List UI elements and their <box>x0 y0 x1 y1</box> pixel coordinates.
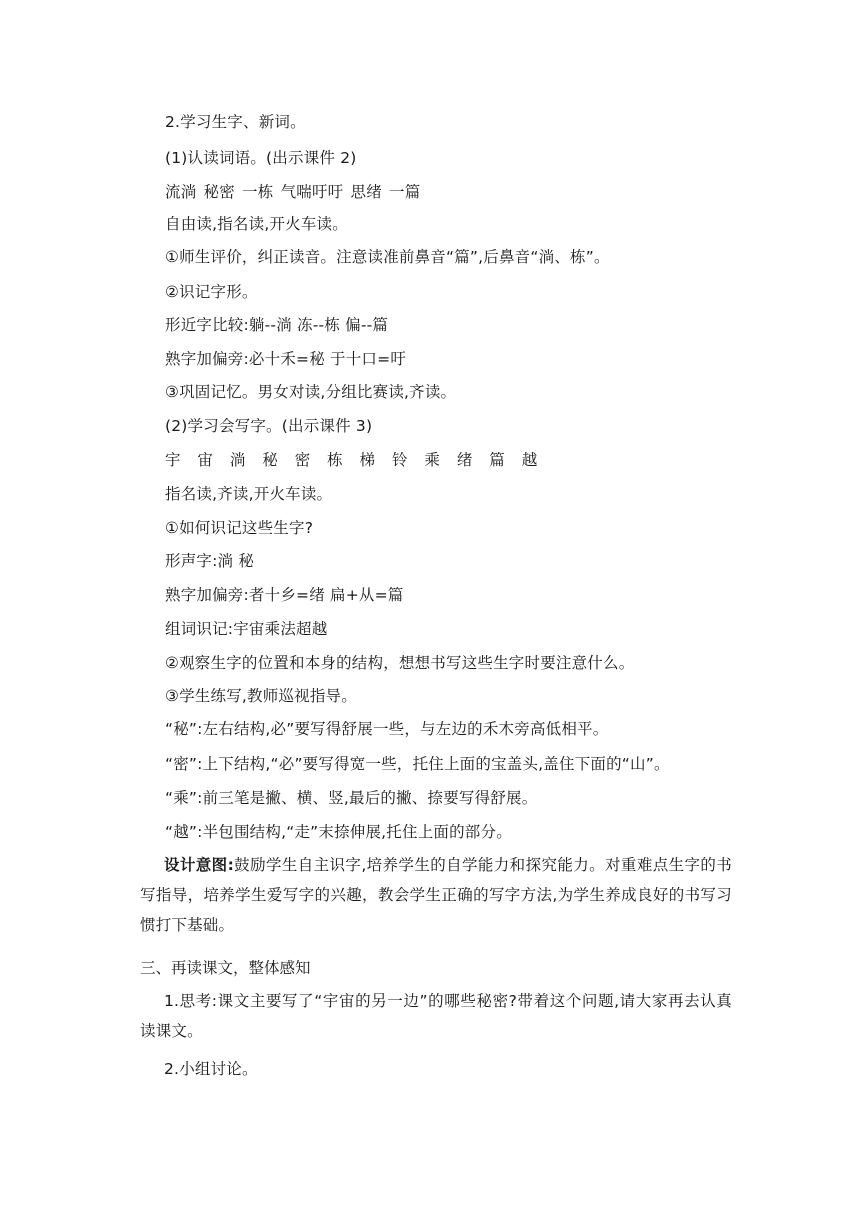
design-intent-text: 鼓励学生自主识字,培养学生的自学能力和探究能力。对重难点生字的书写指导，培养学生爱写字的兴趣，教会学生正确的写字方法,为学生养成良好的书写习惯打下基础。 <box>140 856 732 934</box>
design-intent-paragraph <box>140 850 732 940</box>
char-note-cheng: “乘”:前三笔是撇、横、竖,最后的撇、捺要写得舒展。 <box>165 789 538 807</box>
step-2-heading: 2.学习生字、新词。 <box>165 113 306 131</box>
group-discussion: 2.小组讨论。 <box>164 1060 258 1078</box>
think-question: 1.思考:课文主要写了“宇宙的另一边”的哪些秘密?带着这个问题,请大家再去认真读课文。 <box>140 992 732 1040</box>
char-note-mi: “秘”:左右结构,必”要写得舒展一些，与左边的禾木旁高低相平。 <box>165 720 609 738</box>
recognize-shape: ②识记字形。 <box>165 283 258 301</box>
writing-characters: 宇 宙 淌 秘 密 栋 梯 铃 乘 绪 篇 越 <box>165 451 544 469</box>
correct-pronunciation: ①师生评价，纠正读音。注意读准前鼻音“篇”,后鼻音“淌、栋”。 <box>165 248 610 266</box>
question-2: ②观察生字的位置和本身的结构，想想书写这些生字时要注意什么。 <box>165 654 635 672</box>
step-2-1-heading: (1)认读词语。(出示课件 2) <box>165 149 357 167</box>
phono-semantic: 形声字:淌 秘 <box>165 552 255 570</box>
word-memory: 组词识记:宇宙乘法超越 <box>165 620 328 638</box>
radical-addition-1: 熟字加偏旁:必十禾=秘 于十口=吁 <box>165 350 407 368</box>
char-note-mi2: “密”:上下结构,“必”要写得宽一些，托住上面的宝盖头,盖住下面的“山”。 <box>165 755 670 773</box>
similar-char-compare: 形近字比较:躺--淌 冻--栋 偏--篇 <box>165 316 389 334</box>
consolidate-memory: ③巩固记忆。男女对读,分组比赛读,齐读。 <box>165 383 457 401</box>
reading-method-1: 自由读,指名读,开火车读。 <box>165 215 348 233</box>
char-note-yue: “越”:半包围结构,“走”末捺伸展,托住上面的部分。 <box>165 823 512 841</box>
design-intent-label: 设计意图: <box>164 856 234 874</box>
step-2-2-heading: (2)学习会写字。(出示课件 3) <box>165 417 373 435</box>
question-3: ③学生练写,教师巡视指导。 <box>165 687 357 705</box>
section-3-heading: 三、再读课文，整体感知 <box>140 959 311 977</box>
vocab-words: 流淌 秘密 一栋 气喘吁吁 思绪 一篇 <box>165 183 421 201</box>
question-1: ①如何识记这些生字? <box>165 519 314 537</box>
radical-addition-2: 熟字加偏旁:者十乡=绪 扁+从=篇 <box>165 586 404 604</box>
reading-method-2: 指名读,齐读,开火车读。 <box>165 485 333 503</box>
